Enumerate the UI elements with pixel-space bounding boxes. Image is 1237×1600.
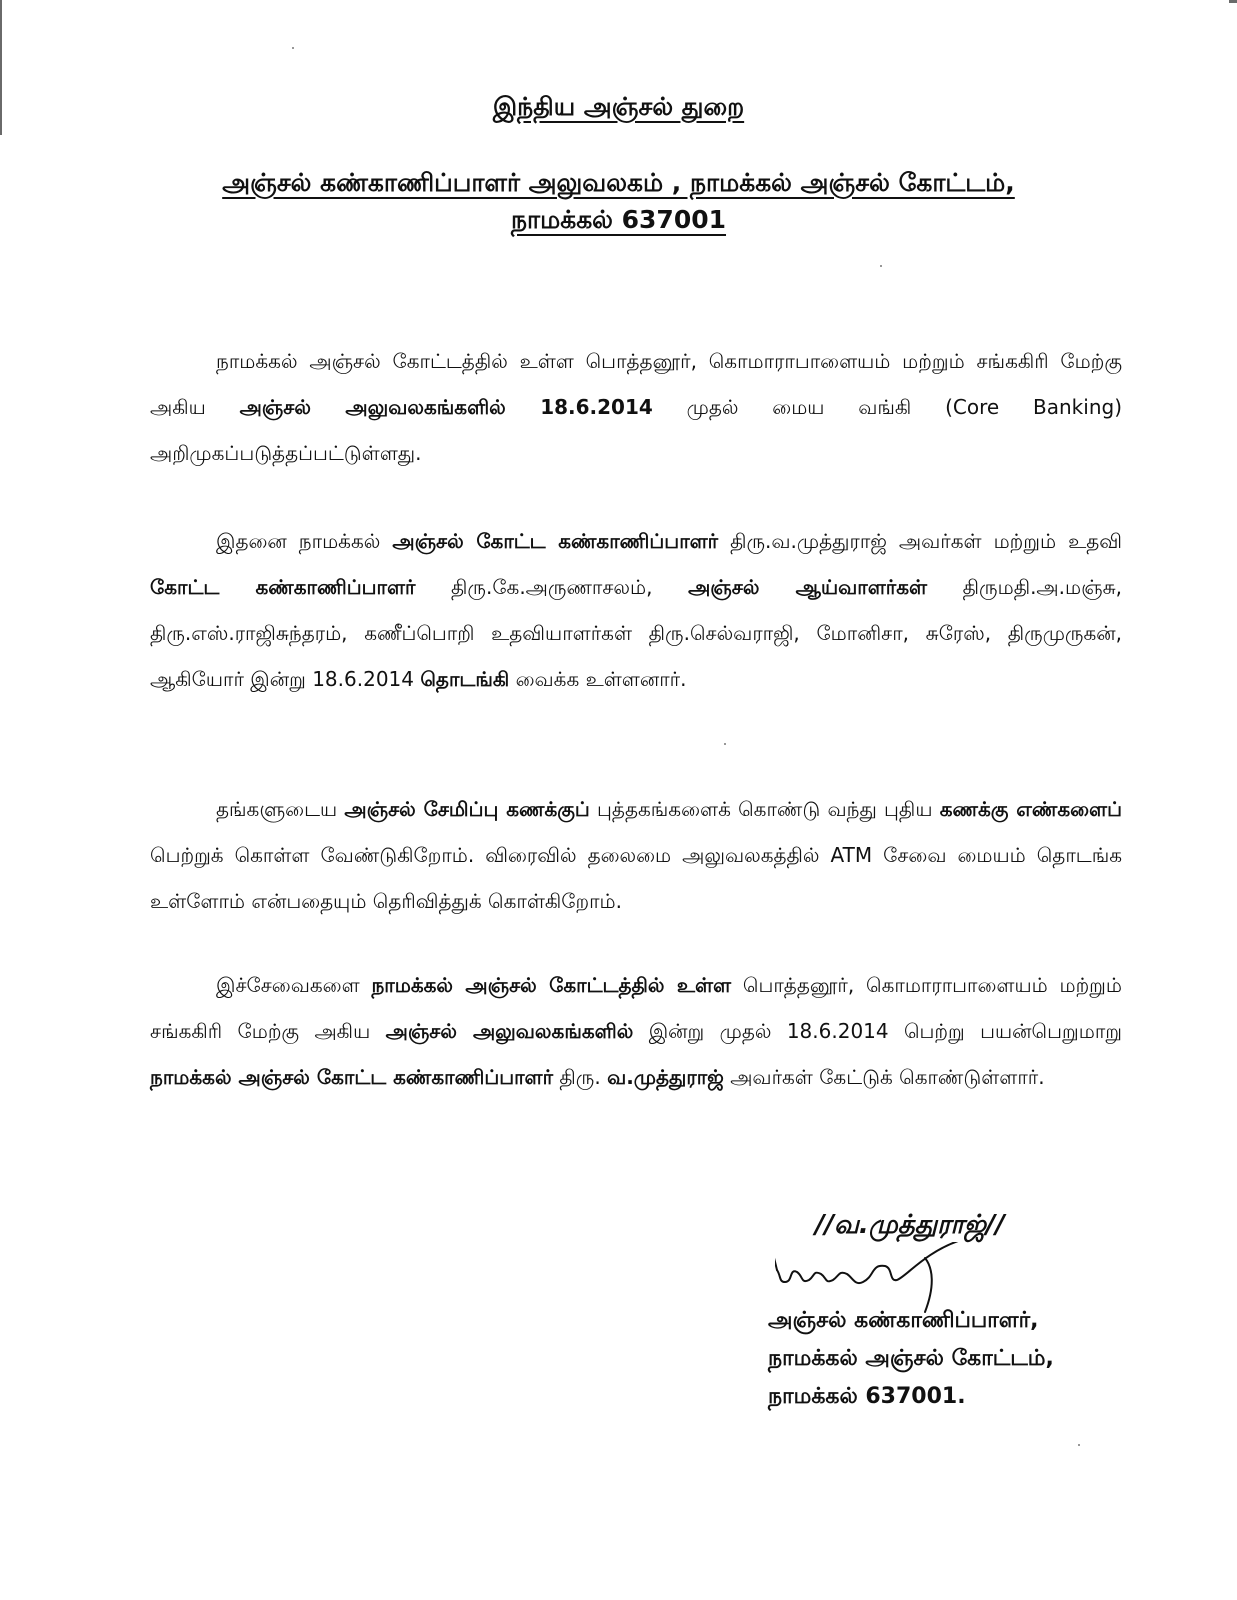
text-run: இன்று முதல் 18.6.2014 பெற்று பயன்பெறுமாறு: [633, 1019, 1122, 1043]
text-run: தங்களுடைய: [216, 797, 345, 821]
office-title-line2: நாமக்கல் 637001: [510, 205, 727, 234]
scan-speck: [880, 265, 882, 267]
text-run: திருமதி.அ.மஞ்சு, திரு.எஸ்.ராஜிசுந்தரம், கணீப்பொறி உதவியாளர்கள் திரு.செல்வராஜி, மோனிசா, சுரேஸ், திருமுருகன், ஆகியோர் இன்று 18.6.2014: [150, 575, 1122, 691]
text-run: அவர்கள் கேட்டுக் கொண்டுள்ளார்.: [723, 1065, 1045, 1089]
office-title-line1: அஞ்சல் கண்காணிப்பாளர் அலுவலகம் , நாமக்கல் அஞ்சல் கோட்டம்,: [222, 168, 1015, 197]
text-run-bold: கணக்கு எண்களைப்: [939, 797, 1122, 821]
text-run-bold: அஞ்சல் சேமிப்பு கணக்குப்: [344, 797, 590, 821]
text-run-bold: வ.முத்துராஜ்: [607, 1065, 724, 1089]
paragraph-4: [150, 962, 1122, 1100]
text-run-bold: அஞ்சல் ஆய்வாளர்கள்: [688, 575, 928, 599]
designation-line: நாமக்கல் அஞ்சல் கோட்டம்,: [768, 1346, 1054, 1371]
paragraph-2: [150, 518, 1122, 702]
text-run-bold: நாமக்கல் அஞ்சல் கோட்டத்தில் உள்ள: [371, 973, 732, 997]
text-run: இச்சேவைகளை: [216, 973, 372, 997]
department-title: இந்திய அஞ்சல் துறை: [492, 92, 745, 121]
text-run: முதல் மைய வங்கி (Core Banking) அறிமுகப்படுத்தப்பட்டுள்ளது.: [150, 395, 1122, 465]
text-run: வைக்க உள்ளனார்.: [509, 667, 687, 691]
designation-block: [768, 1302, 1054, 1416]
text-run-bold: கோட்ட கண்காணிப்பாளர்: [150, 575, 416, 599]
text-run-bold: அஞ்சல் அலுவலகங்களில்: [385, 1019, 634, 1043]
text-run-bold: அஞ்சல் அலுவலகங்களில் 18.6.2014: [239, 395, 653, 419]
scan-speck: [724, 743, 726, 745]
text-run: திரு.வ.முத்துராஜ் அவர்கள் மற்றும் உதவி: [718, 529, 1123, 553]
text-run: பெற்றுக் கொள்ள வேண்டுகிறோம். விரைவில் தலைமை அலுவலகத்தில் ATM சேவை மையம் தொடங்க உள்ளோம் என்பதையும் தெரிவித்துக் கொள்கிறோம்.: [150, 843, 1122, 913]
text-run: பொத்தனூர், கொமாராபாளையம் மற்றும் சங்ககிரி மேற்கு அகிய: [150, 973, 1122, 1043]
designation-line: அஞ்சல் கண்காணிப்பாளர்,: [768, 1308, 1039, 1333]
paragraph-1: [150, 338, 1122, 476]
text-run-bold: அஞ்சல் கோட்ட கண்காணிப்பாளர்: [392, 529, 719, 553]
designation-line: நாமக்கல் 637001.: [768, 1384, 966, 1409]
text-run: திரு.: [553, 1065, 608, 1089]
text-run: திரு.கே.அருணாசலம்,: [415, 575, 689, 599]
scan-speck: [1078, 1444, 1080, 1446]
text-run-bold: தொடங்கி: [420, 667, 510, 691]
scan-speck: [292, 47, 294, 49]
text-run: நாமக்கல் அஞ்சல் கோட்டத்தில் உள்ள பொத்தனூர், கொமாராபாளையம் மற்றும் சங்ககிரி மேற்கு அகிய: [150, 349, 1122, 419]
text-run: இதனை நாமக்கல்: [216, 529, 393, 553]
text-run-bold: நாமக்கல் அஞ்சல் கோட்ட கண்காணிப்பாளர்: [150, 1065, 554, 1089]
signatory-name: //வ.முத்துராஜ்//: [815, 1210, 1005, 1240]
paragraph-3: [150, 786, 1122, 924]
scan-edge: [1229, 0, 1237, 3]
text-run: புத்தகங்களைக் கொண்டு வந்து புதிய: [589, 797, 940, 821]
